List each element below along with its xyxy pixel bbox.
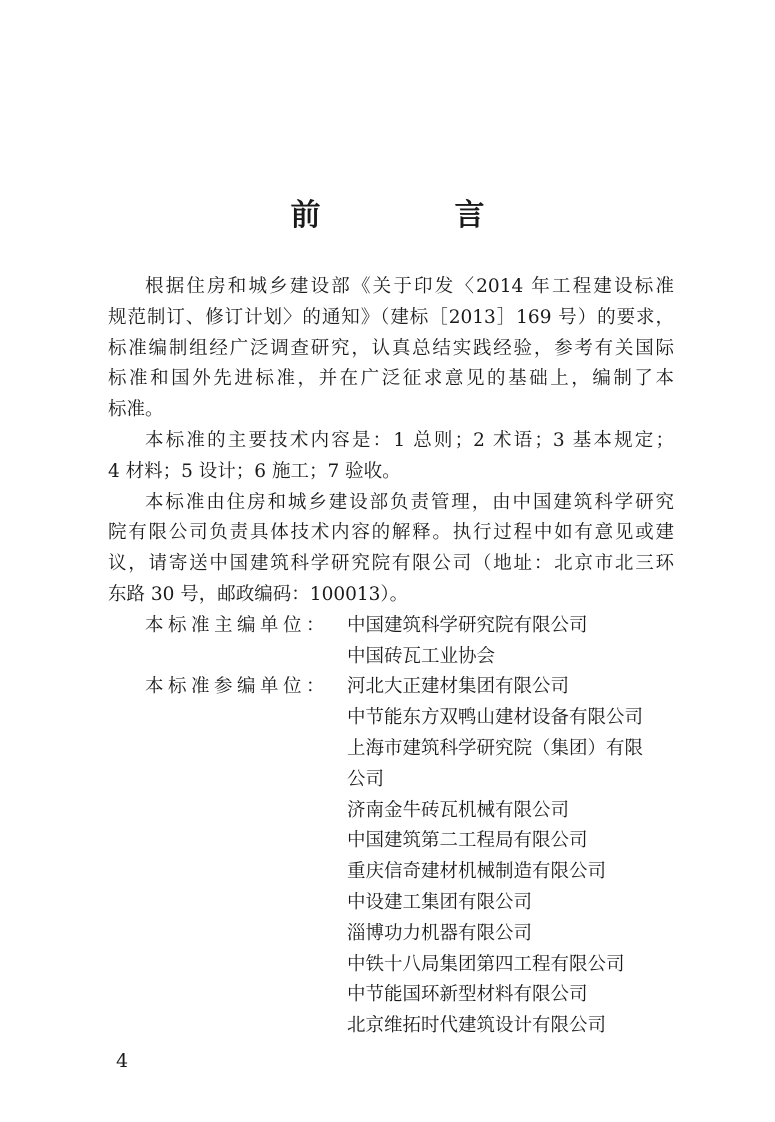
document-body — [108, 272, 674, 1042]
unit-name: 济南金牛砖瓦机械有限公司 — [347, 799, 570, 821]
unit-row — [108, 857, 674, 888]
paragraph — [108, 488, 674, 611]
unit-row — [108, 672, 674, 703]
unit-row — [108, 734, 674, 765]
unit-name: 中节能东方双鸭山建材设备有限公司 — [347, 707, 644, 729]
unit-label — [108, 919, 347, 950]
unit-label — [108, 1011, 347, 1042]
unit-label: 本标准参编单位： — [145, 676, 330, 698]
unit-row — [108, 826, 674, 857]
unit-name: 北京维拓时代建筑设计有限公司 — [347, 1015, 607, 1037]
text-line: 根据住房和城乡建设部《关于印发〈2014 年工程建设标准 — [145, 276, 674, 297]
text-line: 标准和国外先进标准，并在广泛征求意见的基础上，编制了本 — [108, 368, 674, 390]
unit-row — [108, 888, 674, 919]
unit-name: 中国建筑科学研究院有限公司 — [347, 614, 588, 636]
text-line: 本标准的主要技术内容是：1 总则；2 术语；3 基本规定； — [145, 429, 674, 451]
unit-label — [108, 765, 347, 796]
unit-label — [108, 857, 347, 888]
page-title: 前 言 — [290, 198, 537, 233]
text-line: 议，请寄送中国建筑科学研究院有限公司（地址：北京市北三环 — [108, 553, 674, 575]
unit-name: 淄博功力机器有限公司 — [347, 922, 533, 944]
text-line: 本标准由住房和城乡建设部负责管理，由中国建筑科学研究 — [145, 491, 674, 513]
text-line: 4 材料；5 设计；6 施工；7 验收。 — [108, 460, 401, 482]
participating-units — [108, 672, 674, 1042]
unit-label — [108, 980, 347, 1011]
unit-row — [108, 950, 674, 981]
unit-name: 中国砖瓦工业协会 — [347, 645, 496, 667]
unit-name: 上海市建筑科学研究院（集团）有限 — [347, 737, 644, 759]
unit-name: 重庆信奇建材机械制造有限公司 — [347, 861, 607, 883]
text-line: 规范制订、修订计划〉的通知》（建标［2013］169 号）的要求， — [108, 306, 674, 328]
unit-row — [108, 765, 674, 796]
unit-label — [108, 796, 347, 827]
unit-label — [108, 734, 347, 765]
unit-name: 河北大正建材集团有限公司 — [347, 676, 570, 698]
unit-row — [108, 642, 674, 673]
text-line: 院有限公司负责具体技术内容的解释。执行过程中如有意见或建 — [108, 522, 674, 544]
paragraph — [108, 426, 674, 488]
chief-units — [108, 611, 674, 673]
unit-name: 中设建工集团有限公司 — [347, 891, 533, 913]
unit-label — [108, 826, 347, 857]
unit-name: 公司 — [347, 768, 385, 790]
text-line: 标准编制组经广泛调查研究，认真总结实践经验，参考有关国际 — [108, 337, 674, 359]
text-line: 标准。 — [108, 399, 164, 421]
unit-label — [108, 950, 347, 981]
text-line: 东路 30 号，邮政编码：100013）。 — [108, 583, 409, 605]
unit-row — [108, 796, 674, 827]
unit-label — [108, 888, 347, 919]
unit-name: 中国建筑第二工程局有限公司 — [347, 830, 588, 852]
unit-name: 中节能国环新型材料有限公司 — [347, 984, 588, 1006]
unit-label — [108, 703, 347, 734]
unit-row — [108, 919, 674, 950]
unit-row — [108, 980, 674, 1011]
paragraph — [108, 272, 674, 426]
page-number: 4 — [116, 1050, 129, 1072]
unit-row — [108, 611, 674, 642]
unit-row — [108, 1011, 674, 1042]
unit-row — [108, 703, 674, 734]
unit-name: 中铁十八局集团第四工程有限公司 — [347, 953, 625, 975]
unit-label — [108, 642, 347, 673]
unit-label: 本标准主编单位： — [145, 614, 330, 636]
